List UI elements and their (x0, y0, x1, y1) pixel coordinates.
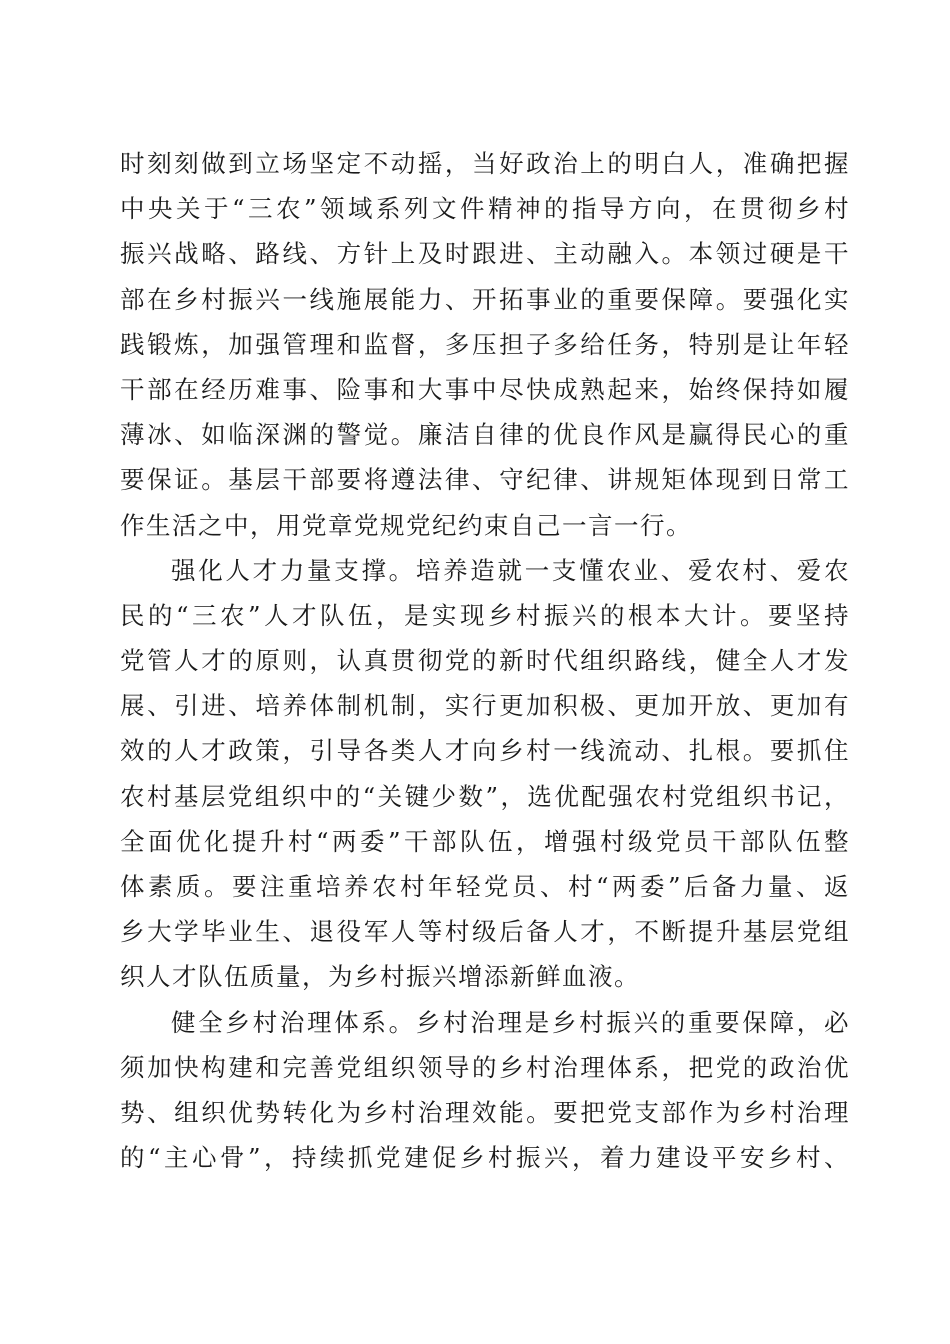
text-line: 振兴战略、路线、方针上及时跟进、主动融入。本领过硬是干 (120, 239, 850, 269)
document-body (120, 141, 850, 1180)
text-line: 须加快构建和完善党组织领导的乡村治理体系，把党的政治优 (120, 1052, 850, 1082)
text-line: 薄冰、如临深渊的警觉。廉洁自律的优良作风是赢得民心的重 (120, 420, 850, 450)
text-line: 部在乡村振兴一线施展能力、开拓事业的重要保障。要强化实 (120, 284, 850, 314)
text-line: 作生活之中，用党章党规党纪约束自己一言一行。 (120, 510, 692, 540)
text-line: 织人才队伍质量，为乡村振兴增添新鲜血液。 (120, 962, 640, 992)
text-line: 中央关于“三农”领域系列文件精神的指导方向，在贯彻乡村 (120, 194, 850, 224)
text-line: 要保证。基层干部要将遵法律、守纪律、讲规矩体现到日常工 (120, 465, 850, 495)
text-line: 党管人才的原则，认真贯彻党的新时代组织路线，健全人才发 (120, 646, 850, 676)
text-line: 的“主心骨”，持续抓党建促乡村振兴，着力建设平安乡村、 (120, 1143, 850, 1173)
text-line: 农村基层党组织中的“关键少数”，选优配强农村党组织书记， (120, 781, 850, 811)
text-line: 干部在经历难事、险事和大事中尽快成熟起来，始终保持如履 (120, 374, 850, 404)
text-line: 时刻刻做到立场坚定不动摇，当好政治上的明白人，准确把握 (120, 149, 850, 178)
text-line: 效的人才政策，引导各类人才向乡村一线流动、扎根。要抓住 (120, 736, 850, 766)
paragraph-first-line: 强化人才力量支撑。培养造就一支懂农业、爱农村、爱农 (171, 555, 850, 585)
text-line: 民的“三农”人才队伍，是实现乡村振兴的根本大计。要坚持 (120, 600, 850, 630)
paragraph-first-line: 健全乡村治理体系。乡村治理是乡村振兴的重要保障，必 (171, 1007, 850, 1037)
text-line: 践锻炼，加强管理和监督，多压担子多给任务，特别是让年轻 (120, 329, 850, 359)
text-line: 体素质。要注重培养农村年轻党员、村“两委”后备力量、返 (120, 872, 850, 901)
text-line: 展、引进、培养体制机制，实行更加积极、更加开放、更加有 (120, 691, 850, 721)
text-line: 全面优化提升村“两委”干部队伍，增强村级党员干部队伍整 (120, 826, 850, 856)
text-line: 乡大学毕业生、退役军人等村级后备人才，不断提升基层党组 (120, 917, 850, 947)
text-line: 势、组织优势转化为乡村治理效能。要把党支部作为乡村治理 (120, 1097, 850, 1127)
